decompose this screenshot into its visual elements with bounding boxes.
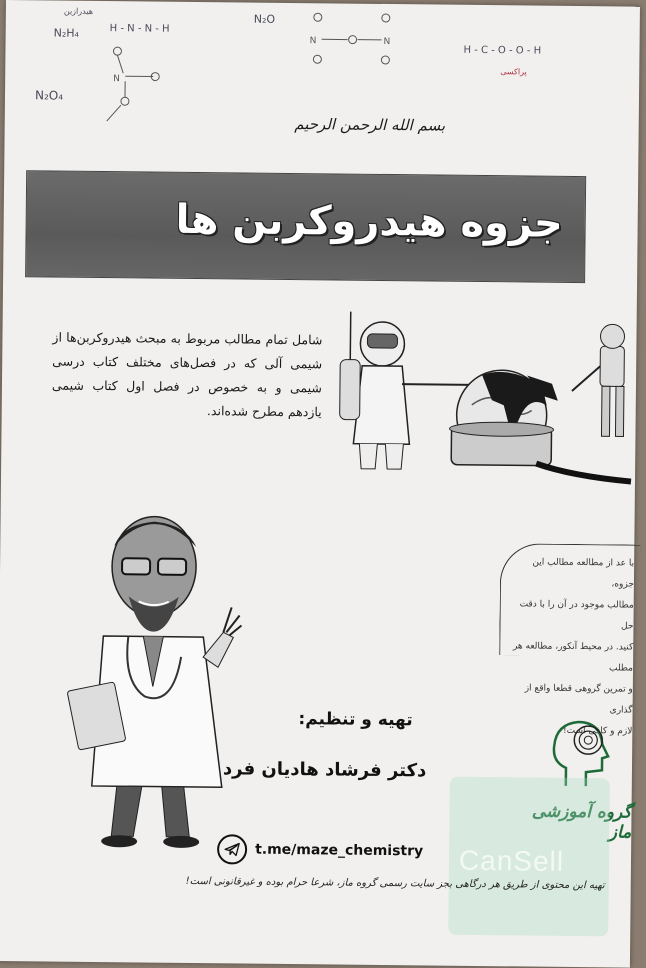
document-description: شامل تمام مطالب مربوط به مبحث هیدروکربن‌ها از شیمی آلی که در فصل‌های مختلف کتاب درسی شیمی و به خصوص در فصل اول کتاب شیمی یازدهم مطرح شده‌اند. bbox=[52, 326, 323, 425]
handwritten-formula-n2o4: N₂O₄ bbox=[35, 88, 63, 102]
side-note-line: با عد از مطالعه مطالب این جزوه، bbox=[511, 552, 634, 595]
telegram-icon bbox=[217, 834, 247, 864]
side-note-line: کنید. در محیط آنکور، مطالعه هر مطلب bbox=[510, 636, 633, 679]
oil-spill-cartoon-illustration bbox=[331, 303, 633, 496]
handwritten-note-peroxy: پراکسی bbox=[500, 67, 527, 76]
handwritten-formula-n2h4: N₂H₄ bbox=[54, 27, 79, 40]
side-note-line: مطالب موجود در آن را با دقت حل bbox=[510, 594, 633, 637]
copyright-footer-note: تهیه این محتوی از طریق هر درگاهی بجز سایت رسمی گروه ماز، شرعا حرام بوده و غیرقانونی است! bbox=[15, 874, 605, 891]
side-note-line: لازم و کافی است! bbox=[509, 720, 632, 742]
side-note-line: و تمرین گروهی قطعا واقع از گذاری bbox=[509, 678, 632, 721]
watermark-text: CanSell bbox=[459, 845, 564, 878]
handwritten-label-hydrazine: هیدرازین bbox=[64, 7, 93, 16]
basmala-heading: بسم الله الرحمن الرحیم bbox=[265, 115, 475, 135]
svg-text:N: N bbox=[113, 74, 120, 84]
handwritten-structure-peroxide: H - C - O - O - H bbox=[463, 45, 541, 57]
handwritten-molecule-sketch bbox=[95, 41, 196, 137]
title-banner bbox=[25, 170, 586, 283]
handwritten-structure-hydrazine: H - N - N - H bbox=[110, 23, 170, 35]
telegram-contact[interactable] bbox=[217, 834, 423, 866]
handwritten-n2o-structure bbox=[297, 9, 408, 68]
author-caricature-illustration bbox=[71, 506, 255, 858]
author-name: دکتر فرشاد هادیان فرد bbox=[223, 758, 427, 781]
telegram-link[interactable]: t.me/maze_chemistry bbox=[255, 842, 423, 860]
logo-text: گروه آموزشی ماز bbox=[507, 801, 631, 842]
svg-text:N: N bbox=[384, 37, 391, 47]
handwritten-formula-n2o: N₂O bbox=[254, 13, 275, 26]
side-note-box bbox=[499, 543, 640, 656]
document-title: جزوه هیدروکربن ها bbox=[175, 197, 562, 247]
svg-text:N: N bbox=[310, 36, 317, 46]
prepared-by-label: تهیه و تنظیم: bbox=[298, 709, 412, 730]
